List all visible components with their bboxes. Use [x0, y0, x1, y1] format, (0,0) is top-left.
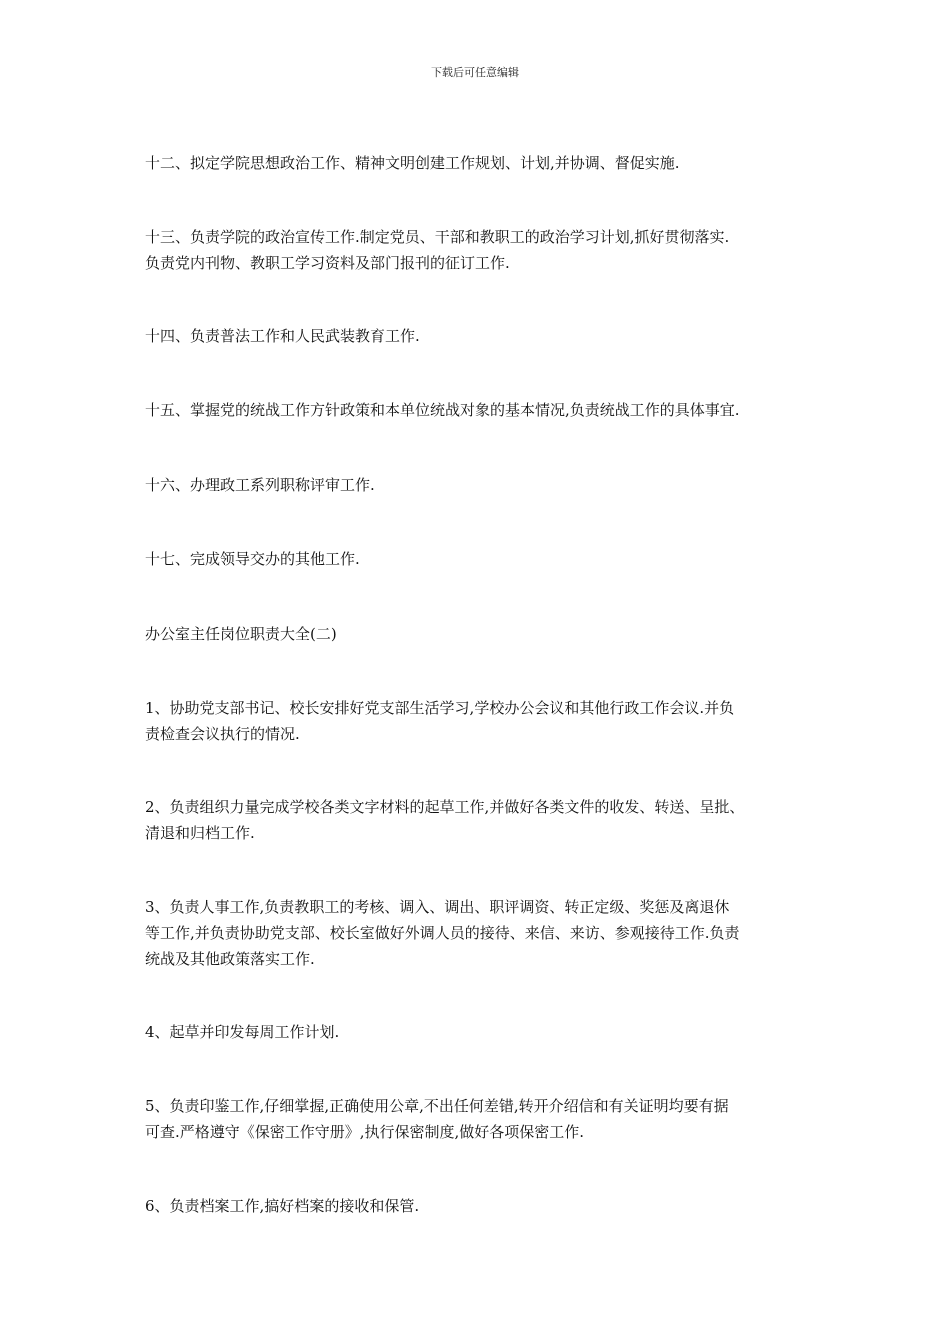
- paragraph-line: 十二、拟定学院思想政治工作、精神文明创建工作规划、计划,并协调、督促实施.: [145, 154, 680, 172]
- paragraph-line: 清退和归档工作.: [145, 824, 255, 842]
- paragraph-12: [145, 150, 825, 176]
- paragraph-item-3: [145, 894, 825, 972]
- paragraph-line: 办公室主任岗位职责大全(二): [145, 625, 337, 643]
- paragraph-line: 十五、掌握党的统战工作方针政策和本单位统战对象的基本情况,负责统战工作的具体事宜.: [145, 401, 740, 419]
- paragraph-item-1: [145, 695, 825, 747]
- paragraph-line: 1、协助党支部书记、校长安排好党支部生活学习,学校办公会议和其他行政工作会议.并负: [145, 699, 735, 717]
- paragraph-line: 6、负责档案工作,搞好档案的接收和保管.: [145, 1197, 420, 1215]
- paragraph-15: [145, 397, 825, 423]
- paragraph-16: [145, 472, 825, 498]
- paragraph-line: 等工作,并负责协助党支部、校长室做好外调人员的接待、来信、来访、参观接待工作.负责: [145, 924, 740, 942]
- paragraph-item-5: [145, 1093, 825, 1145]
- paragraph-line: 十四、负责普法工作和人民武装教育工作.: [145, 327, 420, 345]
- paragraph-line: 5、负责印鉴工作,仔细掌握,正确使用公章,不出任何差错,转开介绍信和有关证明均要有据: [145, 1097, 729, 1115]
- paragraph-17: [145, 546, 825, 572]
- section-heading: [145, 621, 825, 647]
- paragraph-item-2: [145, 794, 825, 846]
- paragraph-line: 十七、完成领导交办的其他工作.: [145, 550, 360, 568]
- paragraph-item-6: [145, 1193, 825, 1219]
- paragraph-line: 负责党内刊物、教职工学习资料及部门报刊的征订工作.: [145, 254, 510, 272]
- paragraph-line: 十六、办理政工系列职称评审工作.: [145, 476, 375, 494]
- paragraph-13: [145, 224, 825, 276]
- paragraph-line: 可查.严格遵守《保密工作守册》,执行保密制度,做好各项保密工作.: [145, 1123, 585, 1141]
- paragraph-line: 3、负责人事工作,负责教职工的考核、调入、调出、职评调资、转正定级、奖惩及离退休: [145, 898, 730, 916]
- paragraph-line: 4、起草并印发每周工作计划.: [145, 1023, 340, 1041]
- paragraph-line: 十三、负责学院的政治宣传工作.制定党员、干部和教职工的政治学习计划,抓好贯彻落实.: [145, 228, 730, 246]
- paragraph-14: [145, 323, 825, 349]
- paragraph-line: 2、负责组织力量完成学校各类文字材料的起草工作,并做好各类文件的收发、转送、呈批、: [145, 798, 745, 816]
- header-note: 下载后可任意编辑: [431, 66, 519, 79]
- paragraph-item-4: [145, 1019, 825, 1045]
- paragraph-line: 统战及其他政策落实工作.: [145, 950, 315, 968]
- paragraph-line: 责检查会议执行的情况.: [145, 725, 300, 743]
